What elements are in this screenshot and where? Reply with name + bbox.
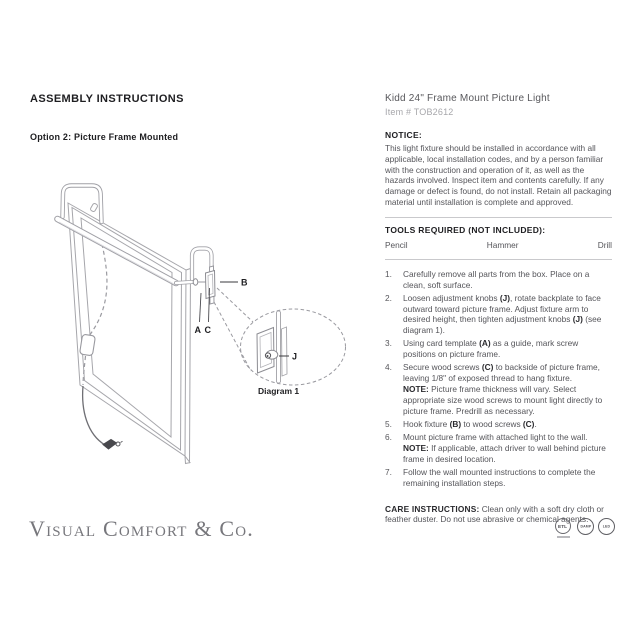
plug-tip-pin xyxy=(121,441,123,442)
led-icon xyxy=(598,518,615,535)
driver-box xyxy=(80,334,96,356)
option-subheading: Option 2: Picture Frame Mounted xyxy=(30,132,179,142)
led-label: LED xyxy=(602,524,611,529)
diagram-caption: Diagram 1 xyxy=(258,386,300,396)
item-number: Item # TOB2612 xyxy=(385,107,454,117)
power-cord-dashed-upper xyxy=(89,244,107,336)
step-number: 2. xyxy=(385,292,392,303)
cord-clip xyxy=(90,203,98,212)
power-plug xyxy=(103,440,117,450)
part-label-j: J xyxy=(292,351,298,362)
step-item xyxy=(385,467,612,489)
divider xyxy=(385,259,612,260)
page-title: ASSEMBLY INSTRUCTIONS xyxy=(30,93,184,105)
tool-drill: Drill xyxy=(597,239,612,250)
step-item xyxy=(385,293,612,337)
step-number: 6. xyxy=(385,431,392,442)
damp-label: DAMP xyxy=(580,524,591,529)
detail-funnel-line-top xyxy=(217,288,253,322)
step-text: Loosen adjustment knobs (J), rotate backplate to face outward toward picture frame. Adjust fixture arm to desired height, then tighten adjustment knobs (J) (see diagram 1). xyxy=(403,292,602,336)
step-number: 4. xyxy=(385,362,392,373)
product-title: Kidd 24" Frame Mount Picture Light xyxy=(385,93,550,104)
care-heading: CARE INSTRUCTIONS: xyxy=(385,503,480,514)
step-text: Using card template (A) as a guide, mark screw positions on picture frame. xyxy=(403,338,579,360)
picture-frame-outline xyxy=(68,203,191,464)
notice-body: This light fixture should be installed in accordance with all applicable, local installation codes, and by a person familiar with the construction and operation of it, as well as the hazards involved. Inspect item and contents carefully. If any damage or defect is found, do not install. Retain all packaging material until installation is complete and approved. xyxy=(385,143,612,207)
steps-list xyxy=(385,269,612,489)
detail-funnel-line-bottom xyxy=(214,302,251,371)
step-text: Follow the wall mounted instructions to complete the remaining installation steps. xyxy=(403,466,596,488)
adjustment-knob xyxy=(267,355,269,357)
step-item xyxy=(385,419,612,430)
part-label-b: B xyxy=(241,277,248,288)
etl-mark xyxy=(555,518,571,538)
step-text: Secure wood screws (C) to backside of picture frame, leaving 1/8" of exposed thread to hang fixture. NOTE: Picture frame thickness will vary. Select appropriate size wood screws to mount light directly to picture frame. Predrill as necessary. xyxy=(403,362,603,416)
picture-frame-diagram-drawing xyxy=(30,172,365,487)
etl-subtext xyxy=(557,536,570,538)
step-text: Hook fixture (B) to wood screws (C). xyxy=(403,418,537,429)
step-number: 3. xyxy=(385,338,392,349)
step-number: 1. xyxy=(385,268,392,279)
step-item xyxy=(385,362,612,417)
tools-row xyxy=(385,240,612,250)
step-number: 5. xyxy=(385,418,392,429)
notice-heading: NOTICE: xyxy=(385,130,423,140)
tools-heading: TOOLS REQUIRED (NOT INCLUDED): xyxy=(385,224,546,235)
step-number: 7. xyxy=(385,466,392,477)
backplate-bracket xyxy=(206,266,216,304)
instructions-column xyxy=(385,93,612,525)
assembly-diagram xyxy=(30,172,365,487)
part-label-a: A xyxy=(194,325,201,335)
step-item xyxy=(385,338,612,360)
step-text: Mount picture frame with attached light to the wall. NOTE: If applicable, attach driver to wall behind picture frame in desired location. xyxy=(403,431,606,464)
tool-hammer: Hammer xyxy=(486,239,519,250)
damp-rated-icon xyxy=(577,518,594,535)
plug-tip-ring xyxy=(116,442,120,446)
label-a-leader-line xyxy=(200,293,202,322)
care-body: Clean only with a soft dry cloth or feather duster. Do not use abrasive or chemical agents. xyxy=(385,503,604,525)
step-text: Carefully remove all parts from the box. Place on a clean, soft surface. xyxy=(403,268,590,290)
detail-rod-and-plate xyxy=(257,313,287,381)
detail-circle xyxy=(241,309,346,385)
certification-marks xyxy=(555,518,615,538)
part-label-c: C xyxy=(204,325,211,335)
step-item xyxy=(385,269,612,291)
brand-logo: Visual Comfort & Co. xyxy=(29,516,254,541)
tool-pencil: Pencil xyxy=(385,239,408,250)
divider xyxy=(385,217,612,218)
etl-label: ETL xyxy=(558,523,568,529)
etl-listed-icon xyxy=(555,518,571,534)
step-item xyxy=(385,432,612,465)
